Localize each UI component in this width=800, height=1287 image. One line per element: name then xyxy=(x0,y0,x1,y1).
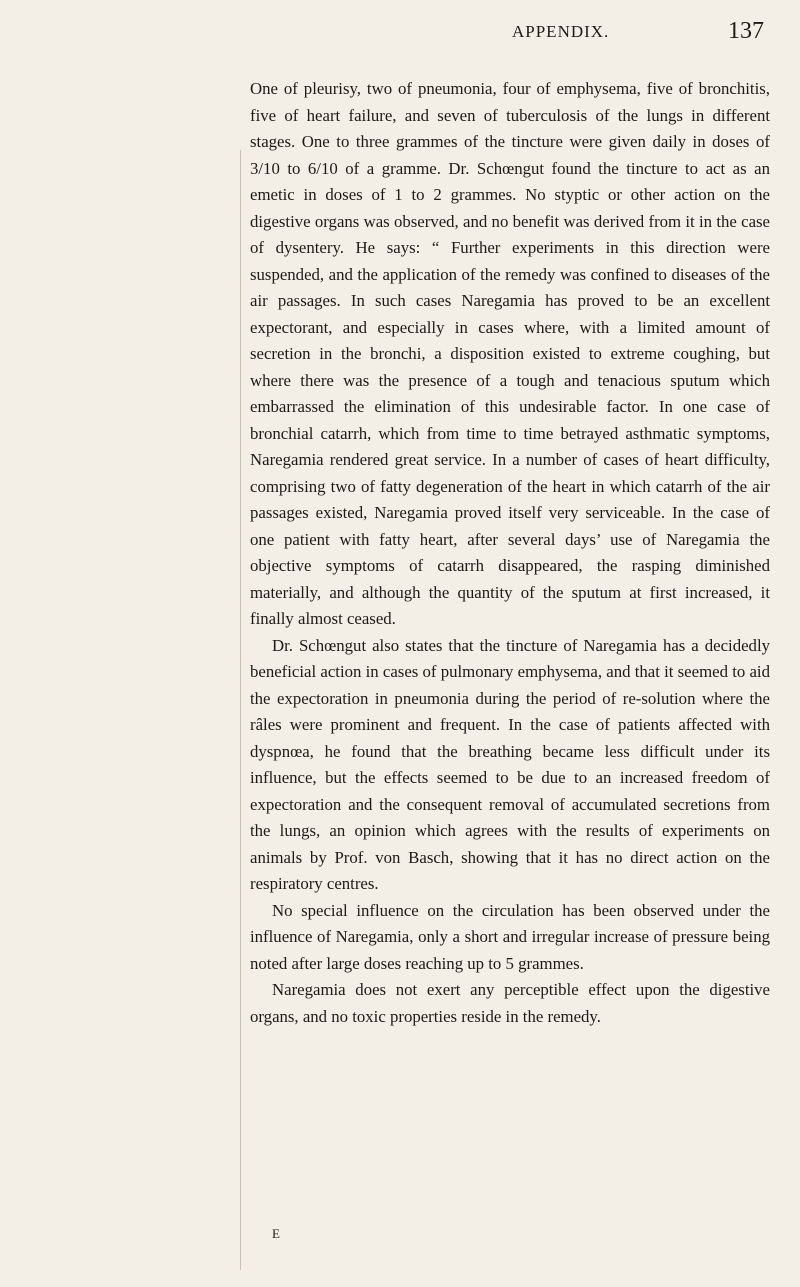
page-number: 137 xyxy=(728,18,764,44)
body-text xyxy=(250,76,770,1030)
page-header xyxy=(0,18,800,58)
paragraph: Dr. Schœngut also states that the tincture of Naregamia has a decidedly beneficial action in cases of pulmonary emphysema, and that it seemed to aid the expectoration in pneumonia during the period of re-solution where the râles were prominent and frequent. In the case of patients affected with dyspnœa, he found that the breathing became less difficult under its influence, but the effects seemed to be due to an increased freedom of expectoration and the consequent removal of accumulated secretions from the lungs, an opinion which agrees with the results of experiments on animals by Prof. von Basch, showing that it has no direct action on the respiratory centres. xyxy=(250,635,770,893)
signature-mark: E xyxy=(272,1226,280,1241)
paragraph: One of pleurisy, two of pneumonia, four of emphysema, five of bronchitis, five of heart failure, and seven of tuberculosis of the lungs in different stages. One to three grammes of the tincture were given daily in doses of 3/10 to 6/10 of a gramme. Dr. Schœngut found the tincture to act as an emetic in doses of 1 to 2 grammes. No styptic or other action on the digestive organs was observed, and no benefit was derived from it in the case of dysentery. He says: “ Further experiments in this direction were suspended, and the application of the remedy was confined to diseases of the air passages. In such cases Naregamia has proved to be an excellent expectorant, and especially in cases where, with a limited amount of secretion in the bronchi, a disposition existed to extreme coughing, but where there was the presence of a tough and tenacious sputum which embarrassed the elimination of this undesirable factor. In one case of bronchial catarrh, which from time to time betrayed asthmatic symptoms, Naregamia rendered great service. In a number of cases of heart difficulty, comprising two of fatty degeneration of the heart in which catarrh of the air passages existed, Naregamia proved itself very serviceable. In the case of one patient with fatty heart, after several days’ use of Naregamia the objective symptoms of catarrh disappeared, the rasping diminished materially, and although the quantity of the sputum at first increased, it finally almost ceased. xyxy=(250,79,770,628)
running-head: APPENDIX. xyxy=(512,22,610,41)
binding-shadow xyxy=(240,150,241,1270)
paragraph: No special influence on the circulation has been observed under the influence of Naregamia, only a short and irregular increase of pressure being noted after large doses reaching up to 5 grammes. xyxy=(250,900,770,973)
paragraph: Naregamia does not exert any perceptible effect upon the digestive organs, and no toxic properties reside in the remedy. xyxy=(250,980,770,1026)
